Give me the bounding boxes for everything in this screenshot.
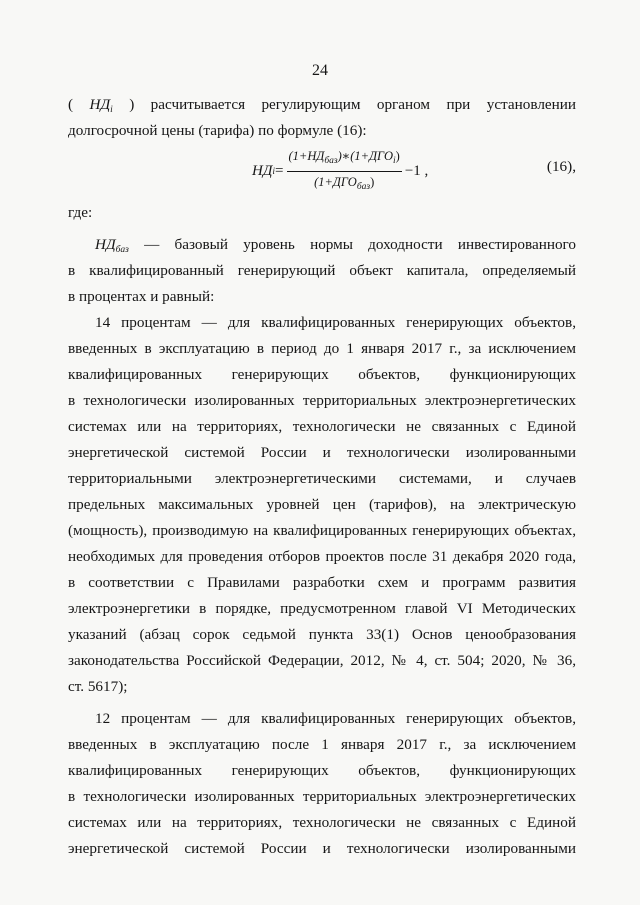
text-line: предельных максимальных уровней цен (тарифов), на электрическую	[68, 496, 576, 513]
formula-fraction	[287, 148, 402, 195]
text-line: законодательства Российской Федерации, 2012, № 4, ст. 504; 2020, № 36,	[68, 652, 576, 669]
paren-close: )	[129, 96, 135, 113]
formula-16	[68, 144, 576, 200]
text-line: 14 процентам — для квалифицированных генерирующих объектов,	[95, 314, 576, 331]
definition-text: — базовый уровень нормы доходности инвестированного	[144, 236, 576, 253]
text-line: системах или на территориях, технологически не связанных с Единой	[68, 814, 576, 831]
text-line: 12 процентам — для квалифицированных генерирующих объектов,	[95, 710, 576, 727]
formula-number: (16),	[546, 158, 576, 175]
text-line: ст. 5617);	[68, 678, 128, 695]
text-line: введенных в эксплуатацию после 1 января 2017 г., за исключением	[68, 736, 576, 753]
nd-i-symbol: $НД_i$	[89, 96, 113, 115]
nd-baz-symbol: $НД_{баз}$	[95, 236, 129, 255]
text-line: указаний (абзац сорок седьмой пункта 33(1) Основ ценообразования	[68, 626, 576, 643]
formula-eq: =	[275, 163, 284, 179]
paren-open: (	[68, 96, 74, 113]
formula-lhs: НД	[252, 163, 273, 179]
text-line: необходимых для проведения отборов проектов после 31 декабря 2020 года,	[68, 548, 576, 565]
text-line: электроэнергетики в порядке, предусмотренном главой VI Методических	[68, 600, 576, 617]
text-line-1-rest: расчитывается регулирующим органом при установлении	[150, 96, 576, 113]
text-line-1	[68, 92, 576, 118]
text-line: в процентах и равный:	[68, 288, 215, 305]
formula-expression	[252, 148, 428, 195]
text-line: (мощность), производимую на квалифицированных генерирующих объектах,	[68, 522, 576, 539]
text-line: в технологически изолированных территориальных электроэнергетических	[68, 392, 576, 409]
formula-numerator: $(1+НД_{баз})∗(1+ДГО_i)$	[287, 148, 402, 172]
formula-tail: −1 ,	[404, 163, 429, 179]
formula-denominator: $(1+ДГО_{баз})$	[314, 175, 375, 192]
text-line: энергетической системой России и технологически изолированными	[68, 444, 576, 461]
text-line: квалифицированных генерирующих объектов, функционирующих	[68, 366, 576, 383]
text-line: системах или на территориях, технологически не связанных с Единой	[68, 418, 576, 435]
document-body	[68, 92, 576, 862]
text-line: в соответствии с Правилами разработки схем и программ развития	[68, 574, 576, 591]
definition-line	[68, 232, 576, 258]
formula-lhs-sub: i	[272, 166, 276, 177]
where-label: где:	[68, 204, 93, 221]
text-line: территориальными электроэнергетическими системами, и случаев	[68, 470, 576, 487]
text-line: в квалифицированный генерирующий объект капитала, определяемый	[68, 262, 576, 279]
text-line: квалифицированных генерирующих объектов, функционирующих	[68, 762, 576, 779]
text-line: энергетической системой России и технологически изолированными	[68, 840, 576, 857]
text-line: введенных в эксплуатацию в период до 1 января 2017 г., за исключением	[68, 340, 576, 357]
text-line-2: долгосрочной цены (тарифа) по формуле (16):	[68, 122, 367, 139]
text-line: в технологически изолированных территориальных электроэнергетических	[68, 788, 576, 805]
page-number: 24	[312, 62, 328, 79]
